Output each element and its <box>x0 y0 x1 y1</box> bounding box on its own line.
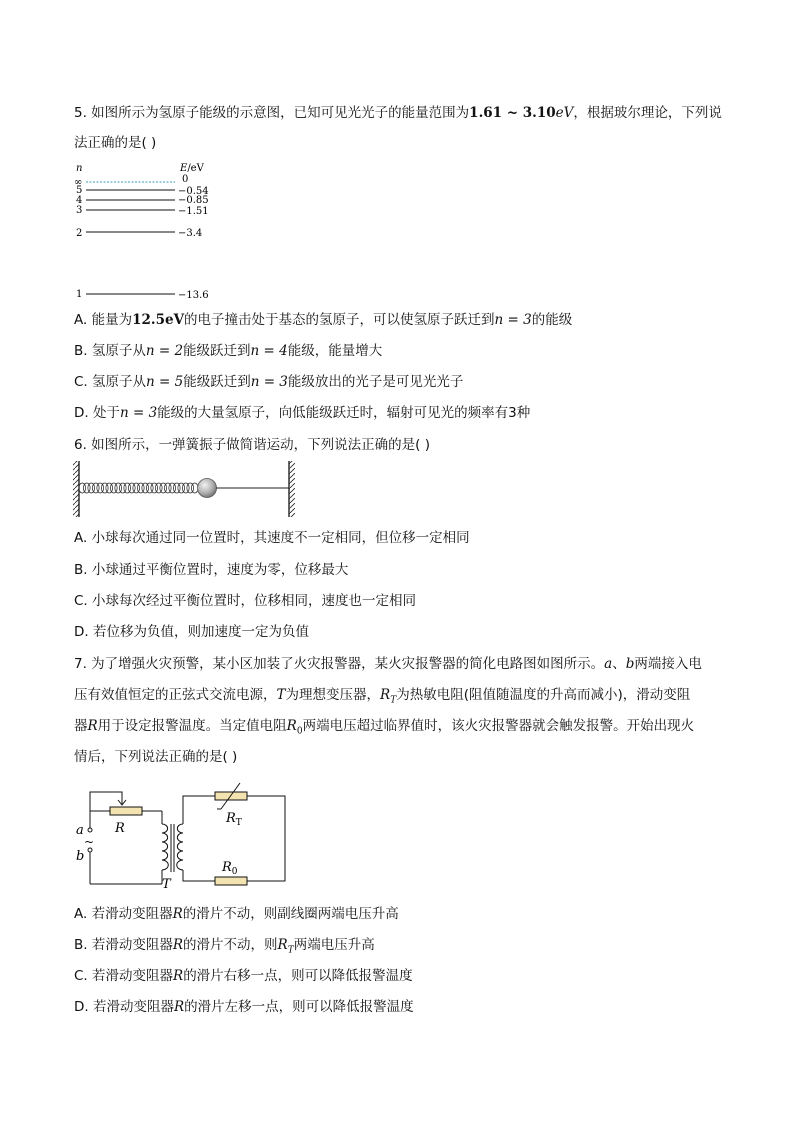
level-inf-n: ∞ <box>74 177 83 188</box>
q7-l1-b: b <box>625 656 635 672</box>
rheostat-R <box>110 807 142 815</box>
spring-coil <box>79 483 198 493</box>
level-5-e: −0.54 <box>178 186 209 197</box>
q7-stem-line2 <box>74 686 690 710</box>
q7-option-b <box>74 936 375 960</box>
q7-d-post: 的滑片左移一点，则可以降低报警温度 <box>184 999 414 1015</box>
q5-b-pre: B. 氢原子从 <box>74 343 146 359</box>
q5-b-eq1: n = 2 <box>145 343 184 359</box>
q5-stem-range: 1.61 ~ 3.10 <box>469 105 556 121</box>
spring-turn <box>182 483 189 493</box>
q7-l1-text: 7. 为了增强火灾预警，某小区加装了火灾报警器，某火灾报警器的简化电路图如图所示。 <box>74 656 605 672</box>
spring-turn <box>119 483 126 493</box>
q5-d-post: 能级的大量氢原子，向低能级跃迁时，辐射可见光的频率有3种 <box>157 405 531 421</box>
spring-turn <box>110 483 117 493</box>
label-R0: $R_0$ <box>222 860 238 877</box>
q6-option-a <box>74 529 470 547</box>
level-4-e: −0.85 <box>178 195 209 206</box>
level-1 <box>76 289 209 300</box>
q7-stem-line1 <box>74 655 702 673</box>
level-2-e: −3.4 <box>178 228 203 239</box>
q7-b-mid: 的滑片不动，则 <box>183 937 278 953</box>
spring-turn <box>146 483 153 493</box>
q6-stem-text: 6. 如图所示，一弹簧振子做简谐运动，下列说法正确的是( ) <box>74 437 430 453</box>
level-inf-e: 0 <box>182 174 189 185</box>
level-2 <box>76 228 202 239</box>
spring-turn <box>173 483 180 493</box>
q7-d-R: R <box>173 999 185 1015</box>
level-3-n: 3 <box>76 205 83 216</box>
spring-turn <box>92 483 99 493</box>
spring-turn <box>128 483 135 493</box>
spring-turn <box>164 483 171 493</box>
terminal-a <box>88 828 92 832</box>
q7-l3-R0: R <box>286 718 297 734</box>
spring-turn <box>133 483 140 493</box>
q7-l2-b: 为理想变压器， <box>285 687 381 703</box>
spring-turn <box>187 483 194 493</box>
q7-l2-Rsub: T <box>390 695 397 706</box>
spring-turn <box>106 483 113 493</box>
q7-l2-a: 压有效值恒定的正弦式交流电源， <box>74 687 277 703</box>
q7-option-d <box>74 998 414 1016</box>
spring-turn <box>97 483 104 493</box>
q5-c-mid: 能级跃迁到 <box>183 374 251 390</box>
transformer-T <box>162 824 183 872</box>
q7-a-post: 的滑片不动，则副线圈两端电压升高 <box>182 906 399 922</box>
q5-b-post: 能级，能量增大 <box>287 343 383 359</box>
label-T: T <box>162 877 171 892</box>
q5-stem-text-b: ，根据玻尔理论，下列说 <box>573 105 722 121</box>
left-wall <box>73 461 79 517</box>
q7-stem-line4 <box>74 748 237 766</box>
q7-l3-R0sub: 0 <box>296 726 303 737</box>
level-5-n: 5 <box>76 185 83 196</box>
level-4 <box>76 195 209 206</box>
spring-turn <box>137 483 144 493</box>
q7-b-post: 两端电压升高 <box>293 937 375 953</box>
q7-l3-a: 器 <box>74 718 88 734</box>
q7-l2-R: R <box>380 687 391 703</box>
resistor-R0 <box>215 877 247 885</box>
spring-turn <box>83 483 90 493</box>
spring-turn <box>124 483 131 493</box>
q5-option-d <box>74 404 530 422</box>
spring-turn <box>151 483 158 493</box>
q5-b-mid: 能级跃迁到 <box>183 343 251 359</box>
q7-b-RTsub: T <box>287 945 294 956</box>
q5-stem-line1 <box>74 104 722 122</box>
q7-l3-c: 两端电压超过临界值时，该火灾报警器就会触发报警。开始出现火 <box>302 718 695 734</box>
level-4-n: 4 <box>76 195 83 206</box>
q7-l1-a: a <box>604 656 613 672</box>
q7-l3-R: R <box>87 718 98 734</box>
q7-c-post: 的滑片右移一点，则可以降低报警温度 <box>183 968 413 984</box>
q5-c-post: 能级放出的光子是可见光光子 <box>287 374 464 390</box>
q5-a-pre: A. 能量为 <box>74 312 133 328</box>
q5-a-post: 的能级 <box>531 312 573 328</box>
q7-stem-line3 <box>74 717 694 741</box>
q6-d-text: D. 若位移为负值，则加速度一定为负值 <box>74 624 309 640</box>
q7-l1-end: 两端接入电 <box>634 656 702 672</box>
spring-turn <box>178 483 185 493</box>
energy-level-diagram <box>70 160 230 300</box>
ball <box>198 479 217 498</box>
q5-c-eq1: n = 5 <box>146 374 184 390</box>
level-1-n: 1 <box>76 289 83 300</box>
q7-l1-sep: 、 <box>612 656 626 672</box>
q5-option-b <box>74 342 382 360</box>
spring-turn <box>115 483 122 493</box>
n-axis-header: n <box>76 163 83 174</box>
label-R: R <box>115 821 125 836</box>
q7-b-RT: R <box>277 937 288 953</box>
q5-b-eq2: n = 4 <box>250 343 288 359</box>
q5-d-eq: n = 3 <box>119 405 158 421</box>
q5-option-a <box>74 311 572 329</box>
q5-option-c <box>74 373 463 391</box>
level-2-n: 2 <box>76 228 83 239</box>
q7-a-pre: A. 若滑动变阻器 <box>74 906 173 922</box>
q5-a-energy: 12.5eV <box>132 312 185 328</box>
q7-c-R: R <box>173 968 184 984</box>
q7-b-R: R <box>172 937 184 953</box>
spring-turn <box>160 483 167 493</box>
q7-l3-b: 用于设定报警温度。当定值电阻 <box>97 718 287 734</box>
spring-turn <box>155 483 162 493</box>
primary-circuit <box>90 792 162 884</box>
spring-oscillator-diagram <box>70 458 300 520</box>
q6-c-text: C. 小球每次经过平衡位置时，位移相同，速度也一定相同 <box>74 593 417 609</box>
q6-option-d <box>74 623 309 641</box>
spring-turn <box>88 483 95 493</box>
q5-stem-unit: eV <box>555 105 574 121</box>
q6-stem <box>74 436 430 454</box>
q7-option-a <box>74 905 399 923</box>
q5-stem-text-a: 5. 如图所示为氢原子能级的示意图，已知可见光光子的能量范围为 <box>74 105 470 121</box>
label-RT: $R_T$ <box>226 811 242 828</box>
q5-d-pre: D. 处于 <box>74 405 120 421</box>
q7-l2-T: T <box>276 687 286 703</box>
e-axis-header: E/eV <box>180 163 204 174</box>
level-3 <box>76 205 209 217</box>
q5-stem-line2 <box>74 134 156 152</box>
label-tilde: ~ <box>84 835 95 849</box>
spring-turn <box>169 483 176 493</box>
label-a: a <box>76 823 84 838</box>
q5-c-pre: C. 氢原子从 <box>74 374 147 390</box>
q6-option-c <box>74 592 416 610</box>
q7-b-pre: B. 若滑动变阻器 <box>74 937 173 953</box>
q5-c-eq2: n = 3 <box>250 374 288 390</box>
q7-l4-text: 情后，下列说法正确的是( ) <box>74 749 238 765</box>
q5-stem-text-c: 法正确的是( ) <box>74 135 157 151</box>
q7-c-pre: C. 若滑动变阻器 <box>74 968 174 984</box>
fire-alarm-circuit-diagram <box>70 780 300 895</box>
q7-option-c <box>74 967 413 985</box>
spring-turn <box>101 483 108 493</box>
q7-a-R: R <box>172 906 183 922</box>
spring-turn <box>79 483 86 493</box>
label-b: b <box>76 849 85 864</box>
q5-a-eq: n = 3 <box>494 312 532 328</box>
q6-option-b <box>74 561 348 579</box>
q5-a-mid: 的电子撞击处于基态的氢原子，可以使氢原子跃迁到 <box>184 312 495 328</box>
q7-d-pre: D. 若滑动变阻器 <box>74 999 174 1015</box>
right-wall <box>289 461 295 517</box>
level-inf <box>74 174 188 188</box>
level-1-e: −13.6 <box>178 290 209 300</box>
q6-a-text: A. 小球每次通过同一位置时，其速度不一定相同，但位移一定相同 <box>74 530 470 546</box>
spring-turn <box>142 483 149 493</box>
q7-l2-c: 为热敏电阻(阻值随温度的升高而减小)，滑动变阻 <box>396 687 691 703</box>
q6-b-text: B. 小球通过平衡位置时，速度为零，位移最大 <box>74 562 349 578</box>
level-3-e: −1.51 <box>178 206 209 217</box>
